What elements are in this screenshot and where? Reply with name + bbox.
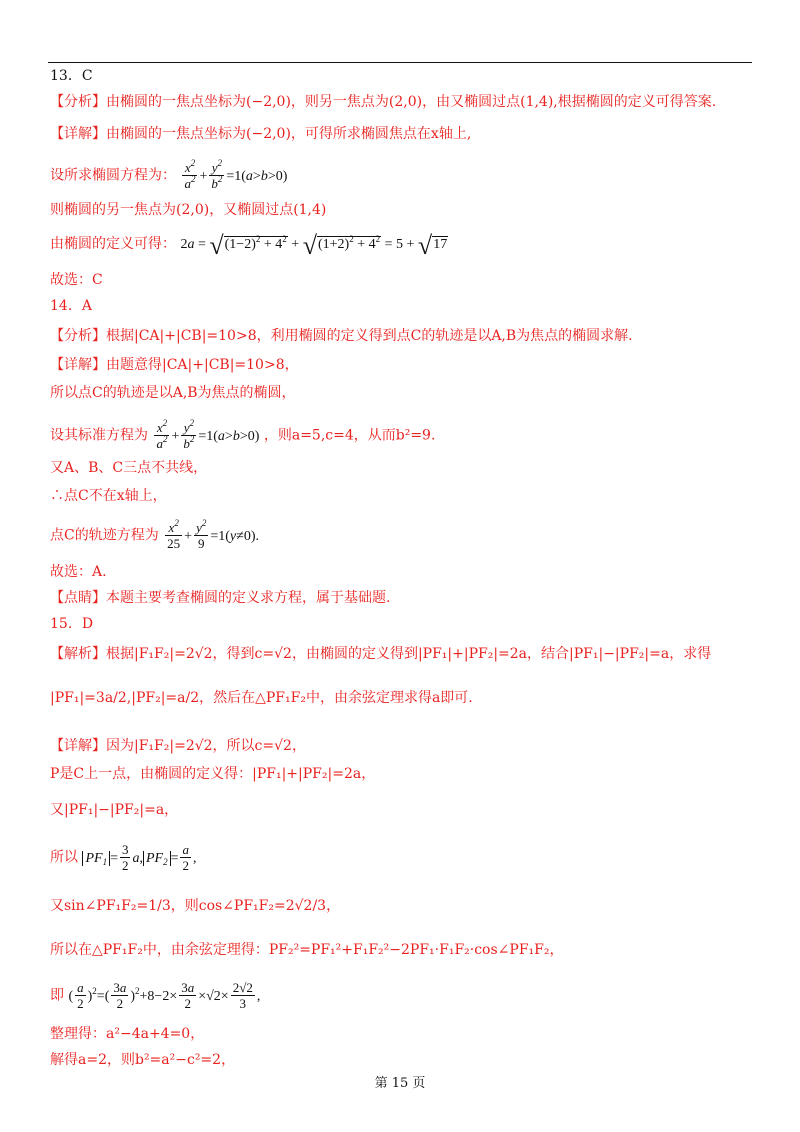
page-number: 第 15 页 <box>374 1076 426 1091</box>
q14-detail-1 <box>50 355 299 375</box>
q15-analysis-2: |PF₁|=3a/2,|PF₂|=a/2，然后在△PF₁F₂中，由余弦定理求得a即可. <box>50 690 473 706</box>
header-rule <box>48 62 752 63</box>
q14-comment <box>50 588 390 608</box>
q13-detail-1-text: 由椭圆的一焦点坐标为(−2,0)，可得所求椭圆焦点在x轴上, <box>106 126 472 142</box>
q14-detail-4: 又A、B、C三点不共线， <box>50 460 208 476</box>
q14-answer: 14．A <box>50 298 92 314</box>
q15-answer: 15．D <box>50 616 94 632</box>
q15-detail-1 <box>50 736 306 756</box>
q15-detail-4 <box>50 842 196 873</box>
q15-focal-radii: $PF_1$ = $\frac{3}{2}$ a, $PF_2$ = $\frac{a}{2}$ , <box>82 850 196 866</box>
q14-detail-3-prefix: 设其标准方程为 <box>50 427 148 444</box>
q15-detail-3: 又|PF₁|−|PF₂|=a， <box>50 802 179 818</box>
q15-detail-7 <box>50 980 260 1011</box>
q15-detail-2: P是C上一点，由椭圆的定义得：|PF₁|+|PF₂|=2a， <box>50 766 376 782</box>
q15-analysis-1-text: 根据|F₁F₂|=2√2，得到c=√2，由椭圆的定义得到|PF₁|+|PF₂|=2a，结合|PF₁|−|PF₂|=a，求得 <box>106 646 712 662</box>
q15-detail-4-prefix: 所以 <box>50 849 78 866</box>
q13-analysis-text: 由椭圆的一焦点坐标为(−2,0)，则另一焦点为(2,0)，由又椭圆过点(1,4),根据椭圆的定义可得答案. <box>106 94 717 110</box>
q14-detail-1-text: 由题意得|CA|+|CB|=10>8， <box>106 357 299 373</box>
q15-detail-9: 解得a=2，则b²=a²−c²=2， <box>50 1052 236 1068</box>
q13-answer: 13．C <box>50 68 93 84</box>
q14-detail-2: 所以点C的轨迹是以A,B为焦点的椭圆， <box>50 385 296 401</box>
q15-analysis-1 <box>50 644 711 664</box>
q13-definition-equation: $2a = √(1-2)^2 + 4^2 + √(1+2)^2 + 4^2 = 5 + √17$ <box>180 231 448 260</box>
q15-detail-5: 又sin∠PF₁F₂=1/3，则cos∠PF₁F₂=2√2/3， <box>50 898 341 914</box>
q13-detail-1 <box>50 124 471 144</box>
q14-analysis-text: 根据|CA|+|CB|=10>8，利用椭圆的定义得到点C的轨迹是以A,B为焦点的椭圆求解. <box>106 328 633 344</box>
q13-detail-4-prefix: 由椭圆的定义可得： <box>50 236 176 252</box>
q14-comment-tag: 【点睛】 <box>50 590 106 606</box>
q14-comment-text: 本题主要考查椭圆的定义求方程，属于基础题. <box>106 590 391 606</box>
q14-locus-equation: $\frac{x^2}{25}$ + $\frac{y^2}{9}$ =1(y≠0). <box>167 518 259 551</box>
q15-cosine-equation: ( $\frac{a}{2}$ )$^2$=( $\frac{3a}{2}$ )$^2$+8−2× $\frac{3a}{2}$ ×√2× $\frac{2√2}{3}$ , <box>68 980 261 1011</box>
q14-analysis <box>50 326 633 346</box>
q13-analysis <box>50 92 716 112</box>
q15-detail-7-prefix: 即 <box>50 987 64 1004</box>
q13-detail-tag: 【详解】 <box>50 126 106 142</box>
q15-detail-1-text: 因为|F₁F₂|=2√2，所以c=√2， <box>106 738 306 754</box>
q13-detail-3: 则椭圆的另一焦点为(2,0)，又椭圆过点(1,4) <box>50 202 327 218</box>
q13-ellipse-equation: $\frac{x^2}{a^2}$ + $\frac{y^2}{b^2}$ =1(a>b>0) <box>184 158 288 191</box>
q14-detail-tag: 【详解】 <box>50 357 106 373</box>
q15-detail-tag: 【详解】 <box>50 738 106 754</box>
q14-detail-6-prefix: 点C的轨迹方程为 <box>50 527 159 544</box>
q13-analysis-tag: 【分析】 <box>50 94 106 110</box>
q14-detail-3 <box>50 420 435 451</box>
q15-analysis-tag: 【解析】 <box>50 646 106 662</box>
q14-detail-3-suffix: ，则a=5,c=4，从而b²=9. <box>263 427 436 444</box>
q13-detail-2-prefix: 设所求椭圆方程为： <box>50 167 176 184</box>
q13-detail-4 <box>50 231 448 260</box>
q14-analysis-tag: 【分析】 <box>50 328 106 344</box>
q13-choice: 故选：C <box>50 272 103 288</box>
q14-standard-equation: $\frac{x^2}{a^2}$ + $\frac{y^2}{b^2}$ =1(a>b>0) <box>156 418 260 451</box>
q14-detail-5: ∴点C不在x轴上， <box>50 488 167 504</box>
q15-detail-6: 所以在△PF₁F₂中，由余弦定理得：PF₂²=PF₁²+F₁F₂²−2PF₁·F₁F₂·cos∠PF₁F₂， <box>50 942 564 958</box>
q14-detail-6 <box>50 520 259 551</box>
q13-detail-2 <box>50 160 287 191</box>
q15-detail-8: 整理得：a²−4a+4=0， <box>50 1026 205 1042</box>
q14-choice: 故选：A. <box>50 564 107 580</box>
